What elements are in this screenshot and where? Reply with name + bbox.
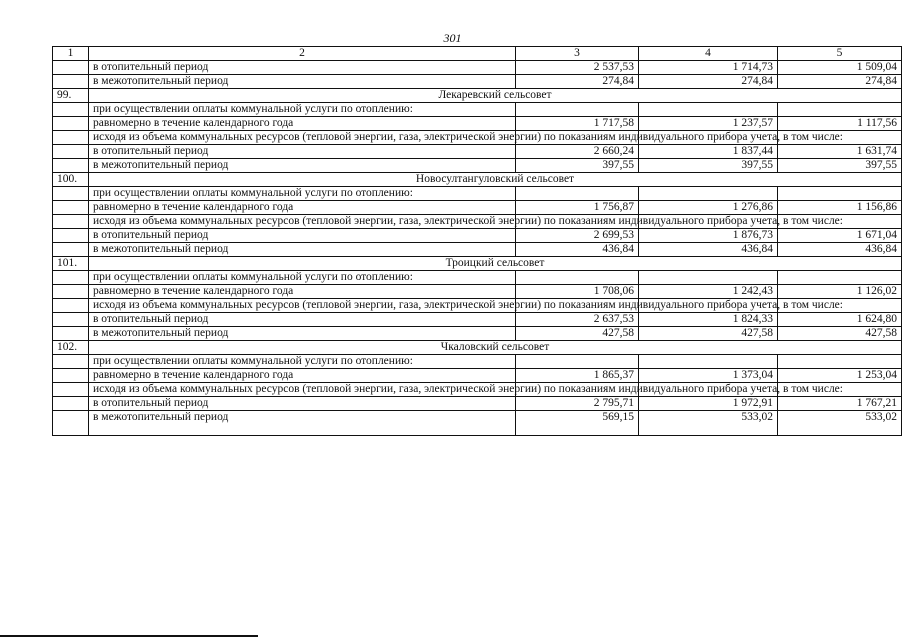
value-cell (516, 355, 639, 369)
value-cell: 1 373,04 (639, 369, 778, 383)
table-row (53, 397, 902, 411)
row-label: в межотопительный период (89, 411, 516, 436)
value-cell: 1 824,33 (639, 313, 778, 327)
row-number-cell (53, 285, 89, 299)
row-number-cell (53, 75, 89, 89)
value-cell: 274,84 (778, 75, 902, 89)
table-row (53, 369, 902, 383)
value-cell: 274,84 (516, 75, 639, 89)
row-label: в отопительный период (89, 397, 516, 411)
table-row (53, 131, 902, 145)
value-cell: 1 117,56 (778, 117, 902, 131)
table-row (53, 285, 902, 299)
table-row (53, 299, 902, 313)
tariff-table (52, 46, 902, 436)
value-cell: 1 767,21 (778, 397, 902, 411)
value-cell: 427,58 (778, 327, 902, 341)
value-cell: 533,02 (639, 411, 778, 436)
row-number-cell (53, 187, 89, 201)
value-cell: 1 156,86 (778, 201, 902, 215)
value-cell (639, 271, 778, 285)
table-row (53, 75, 902, 89)
row-number-cell (53, 327, 89, 341)
value-cell: 1 837,44 (639, 145, 778, 159)
value-cell: 397,55 (639, 159, 778, 173)
value-cell: 1 126,02 (778, 285, 902, 299)
row-label: в межотопительный период (89, 243, 516, 257)
section-number: 102. (53, 341, 89, 355)
value-cell (639, 103, 778, 117)
value-cell: 1 509,04 (778, 61, 902, 75)
value-cell (778, 271, 902, 285)
row-label: в межотопительный период (89, 327, 516, 341)
row-number-cell (53, 299, 89, 313)
row-label: при осуществлении оплаты коммунальной услуги по отоплению: (89, 103, 516, 117)
value-cell: 436,84 (778, 243, 902, 257)
section-title: Лекаревский сельсовет (89, 89, 902, 103)
row-label: при осуществлении оплаты коммунальной услуги по отоплению: (89, 187, 516, 201)
value-cell (778, 355, 902, 369)
section-title-row (53, 89, 902, 103)
header-cell: 3 (516, 47, 639, 61)
value-cell: 1 876,73 (639, 229, 778, 243)
header-cell: 5 (778, 47, 902, 61)
value-cell: 1 253,04 (778, 369, 902, 383)
row-number-cell (53, 369, 89, 383)
row-number-cell (53, 411, 89, 436)
value-cell: 2 699,53 (516, 229, 639, 243)
value-cell: 427,58 (516, 327, 639, 341)
section-title: Чкаловский сельсовет (89, 341, 902, 355)
table-row (53, 271, 902, 285)
row-number-cell (53, 215, 89, 229)
row-number-cell (53, 131, 89, 145)
value-cell: 2 795,71 (516, 397, 639, 411)
row-number-cell (53, 271, 89, 285)
row-number-cell (53, 201, 89, 215)
header-cell: 1 (53, 47, 89, 61)
row-number-cell (53, 61, 89, 75)
row-label: равномерно в течение календарного года (89, 201, 516, 215)
value-cell: 1 972,91 (639, 397, 778, 411)
table-row (53, 355, 902, 369)
table-row (53, 145, 902, 159)
table-row (53, 187, 902, 201)
row-label: в отопительный период (89, 313, 516, 327)
table-row (53, 61, 902, 75)
row-label: при осуществлении оплаты коммунальной услуги по отоплению: (89, 271, 516, 285)
value-cell: 1 276,86 (639, 201, 778, 215)
table-row (53, 215, 902, 229)
table-body (53, 47, 902, 436)
section-number: 100. (53, 173, 89, 187)
value-cell (778, 187, 902, 201)
value-cell: 1 631,74 (778, 145, 902, 159)
section-title-row (53, 173, 902, 187)
header-cell: 2 (89, 47, 516, 61)
value-cell (639, 355, 778, 369)
row-number-cell (53, 103, 89, 117)
table-row (53, 159, 902, 173)
table-row (53, 103, 902, 117)
value-cell: 427,58 (639, 327, 778, 341)
row-label: равномерно в течение календарного года (89, 369, 516, 383)
row-number-cell (53, 355, 89, 369)
section-title: Троицкий сельсовет (89, 257, 902, 271)
value-cell: 1 756,87 (516, 201, 639, 215)
table-row (53, 313, 902, 327)
table-row (53, 201, 902, 215)
value-cell: 1 242,43 (639, 285, 778, 299)
value-cell: 533,02 (778, 411, 902, 436)
row-number-cell (53, 117, 89, 131)
row-label: в отопительный период (89, 229, 516, 243)
value-cell: 397,55 (778, 159, 902, 173)
value-cell: 2 660,24 (516, 145, 639, 159)
row-number-cell (53, 159, 89, 173)
row-number-cell (53, 383, 89, 397)
row-label: в межотопительный период (89, 75, 516, 89)
table-row (53, 411, 902, 436)
value-cell: 1 714,73 (639, 61, 778, 75)
row-label: исходя из объема коммунальных ресурсов (тепловой энергии, газа, электрической энергии) по показаниям индивидуального прибора учета, в том числе: (89, 215, 516, 229)
row-number-cell (53, 229, 89, 243)
value-cell: 2 637,53 (516, 313, 639, 327)
section-title: Новосултангуловский сельсовет (89, 173, 902, 187)
section-title-row (53, 257, 902, 271)
value-cell: 397,55 (516, 159, 639, 173)
section-number: 99. (53, 89, 89, 103)
footer-rule (0, 635, 258, 637)
value-cell: 1 671,04 (778, 229, 902, 243)
section-number: 101. (53, 257, 89, 271)
row-label: в межотопительный период (89, 159, 516, 173)
value-cell (639, 187, 778, 201)
row-label: в отопительный период (89, 61, 516, 75)
row-label: в отопительный период (89, 145, 516, 159)
row-label: равномерно в течение календарного года (89, 117, 516, 131)
value-cell: 1 237,57 (639, 117, 778, 131)
section-title-row (53, 341, 902, 355)
value-cell: 436,84 (516, 243, 639, 257)
row-label: исходя из объема коммунальных ресурсов (тепловой энергии, газа, электрической энергии) по показаниям индивидуального прибора учета, в том числе: (89, 383, 516, 397)
value-cell: 1 708,06 (516, 285, 639, 299)
table-row (53, 383, 902, 397)
value-cell (516, 103, 639, 117)
value-cell (778, 103, 902, 117)
value-cell: 274,84 (639, 75, 778, 89)
header-cell: 4 (639, 47, 778, 61)
table-row (53, 243, 902, 257)
table-row (53, 229, 902, 243)
table-row (53, 327, 902, 341)
value-cell: 2 537,53 (516, 61, 639, 75)
table-row (53, 117, 902, 131)
value-cell: 436,84 (639, 243, 778, 257)
value-cell: 569,15 (516, 411, 639, 436)
row-number-cell (53, 243, 89, 257)
value-cell (516, 187, 639, 201)
value-cell: 1 865,37 (516, 369, 639, 383)
row-number-cell (53, 313, 89, 327)
row-label: равномерно в течение календарного года (89, 285, 516, 299)
row-number-cell (53, 397, 89, 411)
value-cell: 1 624,80 (778, 313, 902, 327)
row-label: при осуществлении оплаты коммунальной услуги по отоплению: (89, 355, 516, 369)
row-number-cell (53, 145, 89, 159)
value-cell (516, 271, 639, 285)
row-label: исходя из объема коммунальных ресурсов (тепловой энергии, газа, электрической энергии) по показаниям индивидуального прибора учета, в том числе: (89, 299, 516, 313)
page-number: 301 (443, 31, 462, 45)
table-header-row (53, 47, 902, 61)
value-cell: 1 717,58 (516, 117, 639, 131)
row-label: исходя из объема коммунальных ресурсов (тепловой энергии, газа, электрической энергии) по показаниям индивидуального прибора учета, в том числе: (89, 131, 516, 145)
